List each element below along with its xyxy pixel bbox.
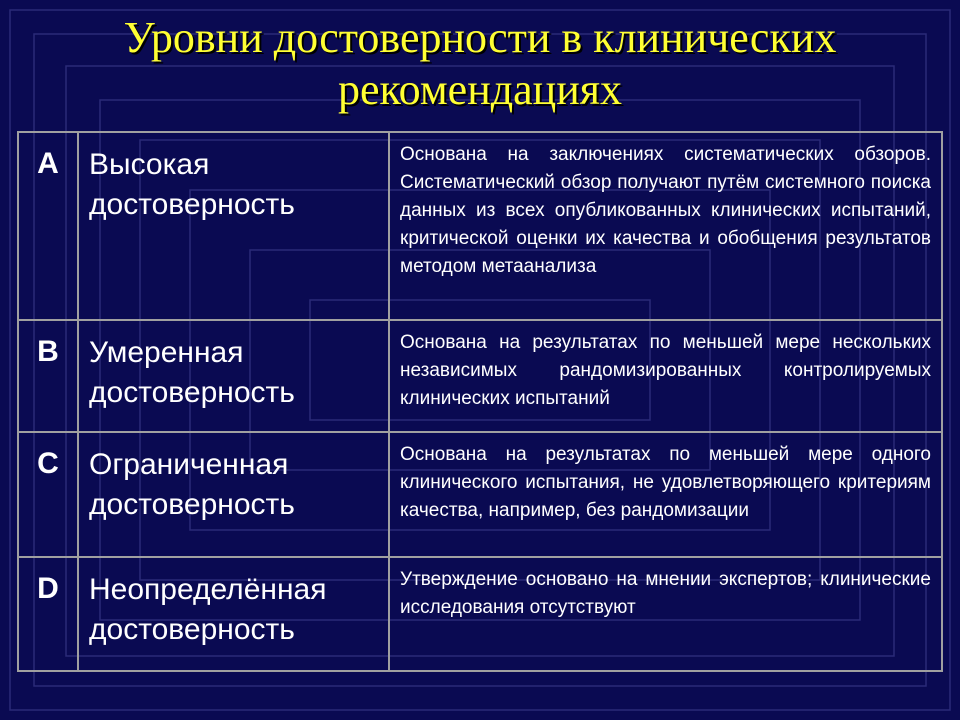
evidence-levels-table: [17, 131, 943, 672]
level-letter: A: [18, 132, 78, 320]
slide-title: Уровни достоверности в клинических рекомендациях: [123, 13, 837, 114]
level-description: [389, 432, 942, 557]
table-row: [18, 557, 942, 671]
level-name: Неопределённая достоверность: [78, 557, 389, 671]
level-description-text: Утверждение основано на мнении экспертов; клинические исследования отсутствуют: [400, 569, 931, 618]
table-row: [18, 432, 942, 557]
level-description-text: Основана на результатах по меньшей мере нескольких независимых рандомизированных контролируемых клинических испытаний: [400, 332, 931, 409]
level-name: Ограниченная достоверность: [78, 432, 389, 557]
level-description: [389, 557, 942, 671]
level-name: Умеренная достоверность: [78, 320, 389, 432]
level-description: [389, 132, 942, 320]
level-description-text: Основана на результатах по меньшей мере одного клинического испытания, не удовлетворяющего критериям качества, например, без рандомизации: [400, 444, 931, 521]
table-row: [18, 320, 942, 432]
level-description: [389, 320, 942, 432]
table-row: [18, 132, 942, 320]
level-letter: C: [18, 432, 78, 557]
level-description-text: Основана на заключениях систематических обзоров. Систематический обзор получают путём системного поиска данных из всех опубликованных клинических испытаний, критической оценки их качества и обобщения результатов методом метаанализа: [400, 144, 931, 277]
level-letter: B: [18, 320, 78, 432]
level-letter: D: [18, 557, 78, 671]
level-name: Высокая достоверность: [78, 132, 389, 320]
